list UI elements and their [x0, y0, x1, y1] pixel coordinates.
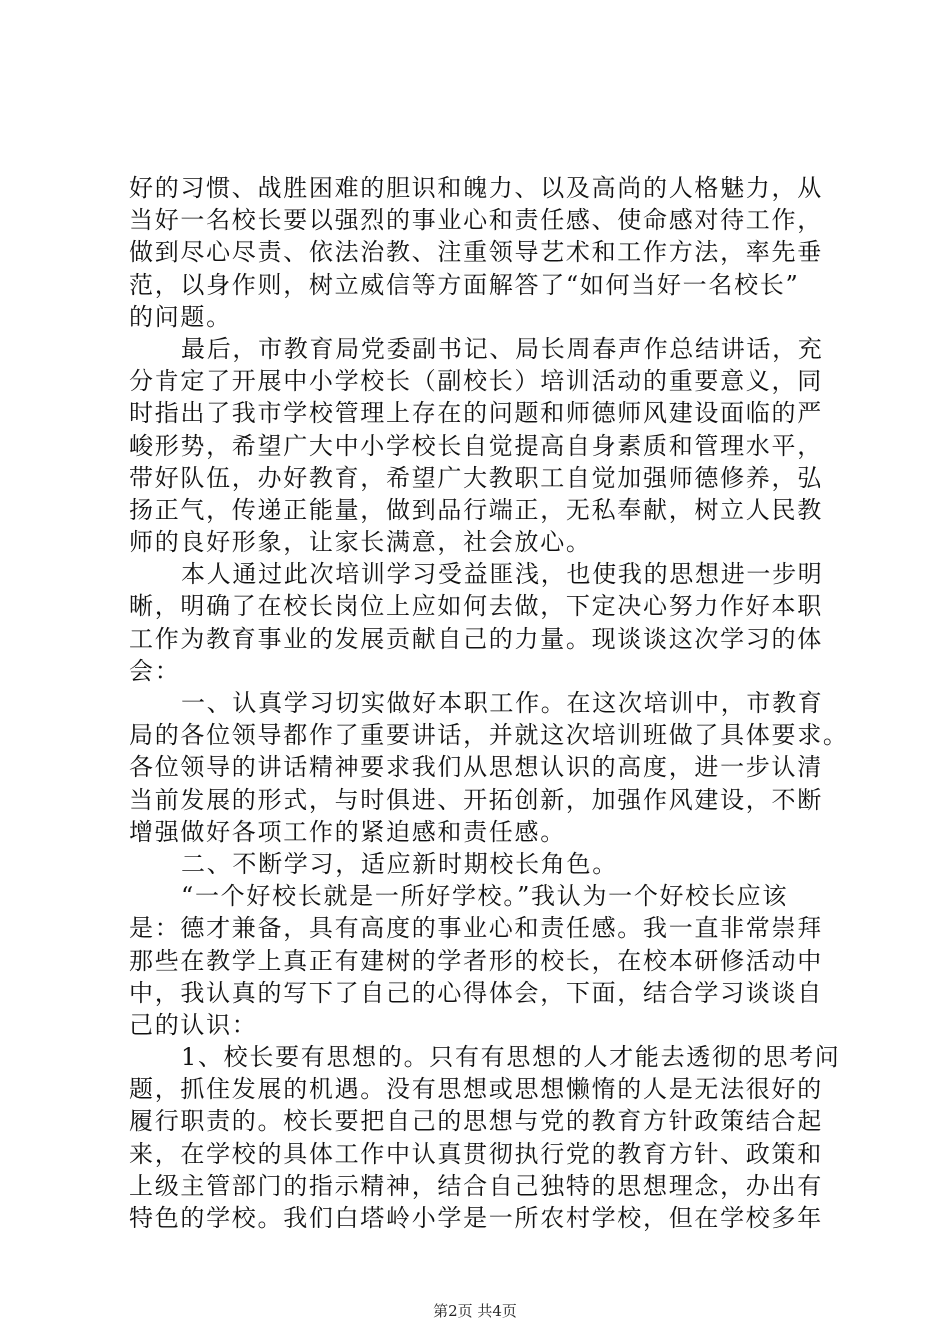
- text-line: 当好一名校长要以强烈的事业心和责任感、使命感对待工作，: [129, 206, 823, 235]
- text-line: 二、不断学习，适应新时期校长角色。: [181, 849, 618, 878]
- text-line: “一个好校长就是一所好学校。”我认为一个好校长应该: [181, 882, 789, 911]
- text-line: 做到尽心尽责、依法治教、注重领导艺术和工作方法，率先垂: [129, 238, 823, 267]
- text-line: 来，在学校的具体工作中认真贯彻执行党的教育方针、政策和: [129, 1139, 823, 1168]
- text-line: 会：: [129, 656, 181, 685]
- text-line: 最后，市教育局党委副书记、局长周春声作总结讲话，充: [181, 334, 824, 363]
- text-line: 增强做好各项工作的紧迫感和责任感。: [129, 817, 566, 846]
- text-line: 好的习惯、战胜困难的胆识和魄力、以及高尚的人格魅力，从: [129, 174, 823, 202]
- page-footer: 第2页 共4页: [433, 1302, 517, 1320]
- text-line: 一、认真学习切实做好本职工作。在这次培训中，市教育: [181, 689, 824, 717]
- text-line: 师的良好形象，让家长满意，社会放心。: [129, 528, 592, 557]
- text-line: 当前发展的形式，与时俱进、开拓创新，加强作风建设，不断: [129, 785, 823, 814]
- text-line: 各位领导的讲话精神要求我们从思想认识的高度，进一步认清: [129, 753, 823, 782]
- text-line: 1、校长要有思想的。只有有思想的人才能去透彻的思考问: [181, 1043, 841, 1072]
- text-line: 特色的学校。我们白塔岭小学是一所农村学校，但在学校多年: [129, 1204, 823, 1232]
- text-line: 中，我认真的写下了自己的心得体会，下面，结合学习谈谈自: [129, 978, 823, 1007]
- text-line: 己的认识：: [129, 1010, 258, 1039]
- text-line: 的问题。: [129, 302, 232, 331]
- text-line: 履行职责的。校长要把自己的思想与党的教育方针政策结合起: [129, 1107, 823, 1136]
- text-line: 是：德才兼备，具有高度的事业心和责任感。我一直非常崇拜: [129, 914, 823, 943]
- text-line: 那些在教学上真正有建树的学者形的校长，在校本研修活动中: [129, 946, 823, 975]
- text-line: 扬正气，传递正能量，做到品行端正，无私奉献，树立人民教: [129, 495, 823, 524]
- text-line: 带好队伍，办好教育，希望广大教职工自觉加强师德修养，弘: [129, 463, 823, 492]
- text-line: 范，以身作则，树立威信等方面解答了“如何当好一名校长”: [129, 270, 800, 299]
- text-line: 上级主管部门的指示精神，结合自己独特的思想理念，办出有: [129, 1171, 823, 1200]
- text-line: 工作为教育事业的发展贡献自己的力量。现谈谈这次学习的体: [129, 624, 823, 653]
- text-line: 时指出了我市学校管理上存在的问题和师德师风建设面临的严: [129, 399, 823, 428]
- text-line: 本人通过此次培训学习受益匪浅，也使我的思想进一步明: [181, 560, 824, 589]
- document-body: [129, 172, 849, 1234]
- text-line: 分肯定了开展中小学校长（副校长）培训活动的重要意义，同: [129, 367, 823, 396]
- text-line: 题，抓住发展的机遇。没有思想或思想懒惰的人是无法很好的: [129, 1075, 823, 1104]
- text-line: 局的各位领导都作了重要讲话，并就这次培训班做了具体要求。: [129, 721, 849, 750]
- text-line: 晰，明确了在校长岗位上应如何去做，下定决心努力作好本职: [129, 592, 823, 621]
- text-line: 峻形势，希望广大中小学校长自觉提高自身素质和管理水平，: [129, 431, 823, 460]
